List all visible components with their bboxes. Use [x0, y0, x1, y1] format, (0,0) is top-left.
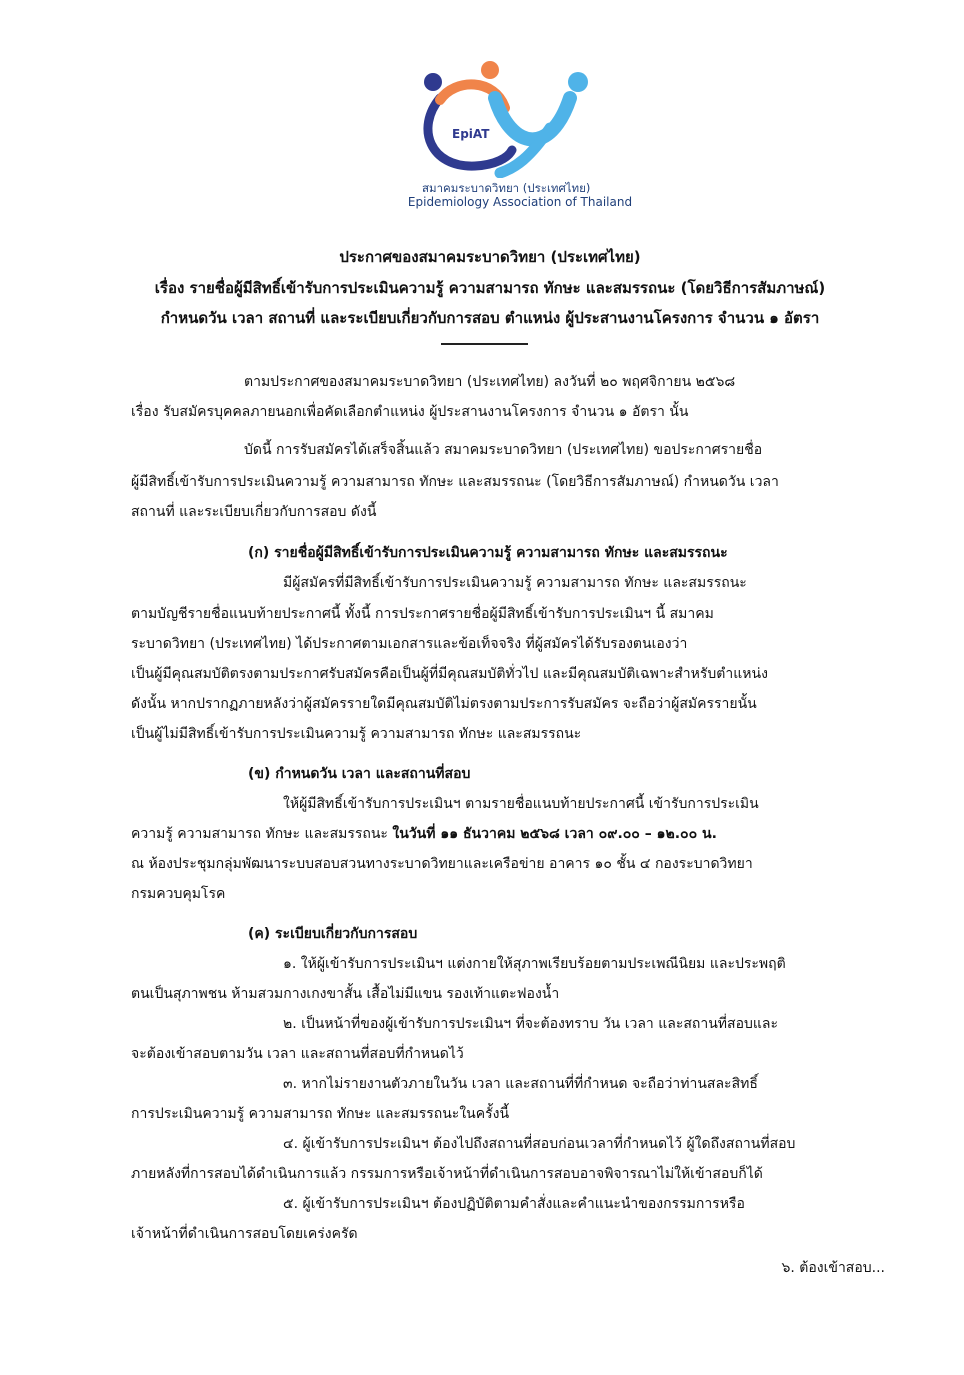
rule-3-line-1: ๓. หากไม่รายงานตัวภายในวัน เวลา และสถานที่ที่กำหนด จะถือว่าท่านสละสิทธิ์: [283, 1076, 758, 1092]
section-b-line-1: ให้ผู้มีสิทธิ์เข้ารับการประเมินฯ ตามรายชื่อแนบท้ายประกาศนี้ เข้ารับการประเมิน: [283, 796, 759, 812]
section-a-line-2: ตามบัญชีรายชื่อแนบท้ายประกาศนี้ ทั้งนี้ การประกาศรายชื่อผู้มีสิทธิ์เข้ารับการประเมินฯ นี้ สมาคม: [131, 606, 714, 622]
intro-paragraph-2-line-3: สถานที่ และระเบียบเกี่ยวกับการสอบ ดังนี้: [131, 504, 377, 520]
intro-paragraph-2-line-2: ผู้มีสิทธิ์เข้ารับการประเมินความรู้ ความสามารถ ทักษะ และสมรรถนะ (โดยวิธีการสัมภาษณ์) กำหนดวัน เวลา: [131, 474, 779, 490]
rule-2-line-1: ๒. เป็นหน้าที่ของผู้เข้ารับการประเมินฯ ที่จะต้องทราบ วัน เวลา และสถานที่สอบและ: [283, 1016, 778, 1032]
rule-5-line-1: ๕. ผู้เข้ารับการประเมินฯ ต้องปฏิบัติตามคำสั่งและคำแนะนำของกรรมการหรือ: [283, 1196, 745, 1212]
rule-4-line-1: ๔. ผู้เข้ารับการประเมินฯ ต้องไปถึงสถานที่สอบก่อนเวลาที่กำหนดไว้ ผู้ใดถึงสถานที่สอบ: [283, 1136, 796, 1152]
section-b-line-4: กรมควบคุมโรค: [131, 886, 226, 902]
section-c-heading: (ค) ระเบียบเกี่ยวกับการสอบ: [248, 926, 418, 942]
section-a-line-5: ดังนั้น หากปรากฏภายหลังว่าผู้สมัครรายใดมีคุณสมบัติไม่ตรงตามประการรับสมัคร จะถือว่าผู้สมัครรายนั้น: [131, 696, 757, 712]
rule-1-line-1: ๑. ให้ผู้เข้ารับการประเมินฯ แต่งกายให้สุภาพเรียบร้อยตามประเพณีนิยม และประพฤติ: [283, 956, 786, 972]
title-divider: [441, 343, 528, 345]
rule-5-line-2: เจ้าหน้าที่ดำเนินการสอบโดยเคร่งครัด: [131, 1226, 358, 1242]
page-continuation-marker: ๖. ต้องเข้าสอบ...: [781, 1260, 885, 1276]
logo-name-thai: สมาคมระบาดวิทยา (ประเทศไทย): [422, 181, 591, 195]
epiat-logo: [400, 58, 640, 213]
section-b-line-2: [131, 820, 717, 848]
section-b-heading: (ข) กำหนดวัน เวลา และสถานที่สอบ: [248, 766, 471, 782]
announcement-title: ประกาศของสมาคมระบาดวิทยา (ประเทศไทย): [339, 248, 641, 266]
epiat-logo-mark: [400, 58, 640, 178]
rule-3-line-2: การประเมินความรู้ ความสามารถ ทักษะ และสมรรถนะในครั้งนี้: [131, 1106, 510, 1122]
section-a-line-3: ระบาดวิทยา (ประเทศไทย) ได้ประกาศตามเอกสารและข้อเท็จจริง ที่ผู้สมัครได้รับรองตนเองว่า: [131, 636, 688, 652]
section-a-heading: (ก) รายชื่อผู้มีสิทธิ์เข้ารับการประเมินความรู้ ความสามารถ ทักษะ และสมรรถนะ: [248, 545, 728, 561]
intro-paragraph-1-line-1: ตามประกาศของสมาคมระบาดวิทยา (ประเทศไทย) ลงวันที่ ๒๐ พฤศจิกายน ๒๕๖๘: [244, 374, 736, 390]
logo-abbreviation: EpiAT: [452, 127, 490, 141]
intro-paragraph-2-line-1: บัดนี้ การรับสมัครได้เสร็จสิ้นแล้ว สมาคมระบาดวิทยา (ประเทศไทย) ขอประกาศรายชื่อ: [244, 442, 763, 458]
section-a-line-4: เป็นผู้มีคุณสมบัติตรงตามประกาศรับสมัครคือเป็นผู้ที่มีคุณสมบัติทั่วไป และมีคุณสมบัติเฉพาะสำหรับตำแหน่ง: [131, 666, 768, 682]
rule-1-line-2: ตนเป็นสุภาพชน ห้ามสวมกางเกงขาสั้น เสื้อไม่มีแขน รองเท้าแตะฟองน้ำ: [131, 986, 560, 1002]
intro-paragraph-1-line-2: เรื่อง รับสมัครบุคคลภายนอกเพื่อคัดเลือกตำแหน่ง ผู้ประสานงานโครงการ จำนวน ๑ อัตรา นั้น: [131, 404, 689, 420]
section-a-line-1: มีผู้สมัครที่มีสิทธิ์เข้ารับการประเมินความรู้ ความสามารถ ทักษะ และสมรรถนะ: [283, 575, 747, 591]
rule-4-line-2: ภายหลังที่การสอบได้ดำเนินการแล้ว กรรมการหรือเจ้าหน้าที่ดำเนินการสอบอาจพิจารณาไม่ให้เข้าสอบก็ได้: [131, 1166, 763, 1182]
announcement-position: กำหนดวัน เวลา สถานที่ และระเบียบเกี่ยวกับการสอบ ตำแหน่ง ผู้ประสานงานโครงการ จำนวน ๑ อัตรา: [160, 309, 820, 327]
rule-2-line-2: จะต้องเข้าสอบตามวัน เวลา และสถานที่สอบที่กำหนดไว้: [131, 1046, 464, 1062]
section-b-line-3: ณ ห้องประชุมกลุ่มพัฒนาระบบสอบสวนทางระบาดวิทยาและเครือข่าย อาคาร ๑๐ ชั้น ๔ กองระบาดวิทยา: [131, 856, 753, 872]
section-a-line-6: เป็นผู้ไม่มีสิทธิ์เข้ารับการประเมินความรู้ ความสามารถ ทักษะ และสมรรถนะ: [131, 726, 582, 742]
logo-name-english: Epidemiology Association of Thailand: [407, 195, 633, 209]
announcement-subject: เรื่อง รายชื่อผู้มีสิทธิ์เข้ารับการประเมินความรู้ ความสามารถ ทักษะ และสมรรถนะ (โดยวิธีการสัมภาษณ์): [154, 279, 826, 297]
section-b-line-2-text: ความรู้ ความสามารถ ทักษะ และสมรรถนะ: [131, 826, 393, 842]
exam-date-time: ในวันที่ ๑๑ ธันวาคม ๒๕๖๘ เวลา ๐๙.๐๐ – ๑๒.๐๐ น.: [392, 826, 717, 842]
